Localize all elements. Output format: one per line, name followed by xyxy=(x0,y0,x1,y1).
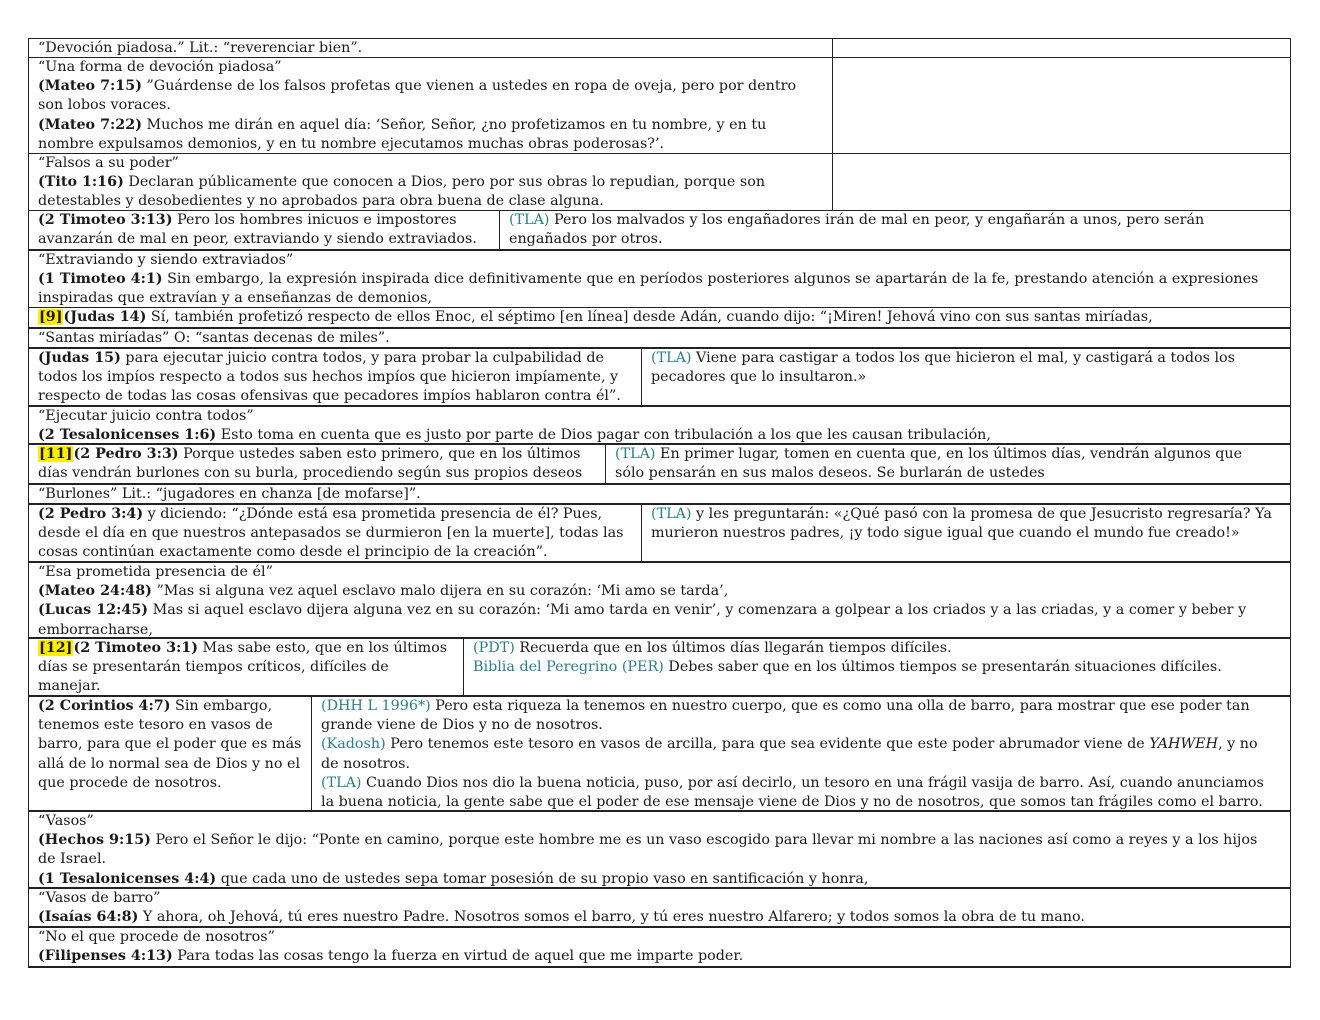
section-heading: “No el que procede de nosotros” xyxy=(38,929,275,945)
table-cell xyxy=(29,505,641,561)
verse-text: ”Mas si alguna vez aquel esclavo malo dijera en su corazón: ‘Mi amo se tarda’, xyxy=(151,583,729,600)
cell-text: “Burlones” Lit.: “jugadores en chanza [de mofarse]”. xyxy=(38,486,421,502)
verse-text: Para todas las cosas tengo la fuerza en virtud de aquel que me imparte poder. xyxy=(172,948,744,965)
verse-reference: (Judas 15) xyxy=(38,350,121,366)
cell-text: “Devoción piadosa.” Lit.: “reverenciar bien”. xyxy=(38,40,363,56)
table-row xyxy=(28,485,1291,505)
cell-text: “Santas miríadas” O: “santas decenas de miles”. xyxy=(38,330,390,346)
version-label: (Kadosh) xyxy=(321,736,386,753)
version-label: (TLA) xyxy=(321,774,362,791)
table-cell xyxy=(29,349,641,405)
verse-text: Declaran públicamente que conocen a Dios, pero por sus obras lo repudian, porque son xyxy=(123,174,766,191)
verse-text: avanzarán de mal en peor, extraviando y siendo extraviados. xyxy=(38,231,477,248)
version-label: (TLA) xyxy=(651,506,692,522)
verse-reference: (1 Tesalonicenses 4:4) xyxy=(38,870,217,887)
verse-text: Esto toma en cuenta que es justo por parte de Dios pagar con tribulación a los que les causan tribulación, xyxy=(216,427,991,443)
table-cell xyxy=(29,445,605,483)
verse-text: murieron nuestros padres, ¡y todo sigue igual que cuando el mundo fue creado!» xyxy=(651,525,1240,542)
table-row xyxy=(28,505,1291,563)
verse-reference: (Mateo 7:22) xyxy=(38,116,142,133)
table-row xyxy=(28,445,1291,485)
table-cell xyxy=(463,639,1290,695)
section-heading: “Vasos” xyxy=(38,813,94,829)
version-label: (DHH L 1996*) xyxy=(321,698,431,714)
verse-text: Viene para castigar a todos los que hicieron el mal, y castigará a todos los xyxy=(691,350,1235,366)
verse-text: y diciendo: “¿Dónde está esa prometida presencia de él? Pues, xyxy=(143,506,603,522)
table-row xyxy=(28,697,1291,812)
table-row xyxy=(28,928,1291,968)
table-row xyxy=(28,211,1291,251)
verse-text: Sí, también profetizó respecto de ellos Enoc, el séptimo [en línea] desde Adán, cuando dijo: “¡Miren! Jehová vino con sus santas miríadas, xyxy=(146,309,1153,325)
table-row xyxy=(28,38,1291,58)
table-cell xyxy=(29,485,1290,503)
table-cell-empty xyxy=(832,154,1290,210)
version-label: Biblia del Peregrino (PER) xyxy=(473,659,664,676)
footnote-marker: [12] xyxy=(39,640,73,656)
verse-text: Mas sabe esto, que en los últimos xyxy=(198,640,448,656)
verse-text: respecto de todas las cosas ofensivas que pecadores impíos hablaron contra él”. xyxy=(38,388,621,405)
table-cell xyxy=(29,639,463,695)
verse-text: sólo pensarán en sus malos deseos. Se burlarán de ustedes xyxy=(615,465,1045,482)
table-cell-empty xyxy=(832,39,1290,57)
table-cell xyxy=(29,928,1290,966)
section-heading: “Falsos a su poder” xyxy=(38,155,179,171)
table-cell-empty xyxy=(832,58,1290,153)
version-label: (TLA) xyxy=(509,212,550,228)
section-heading: “Una forma de devoción piadosa” xyxy=(38,59,282,75)
verse-text: Pero el Señor le dijo: “Ponte en camino, porque este hombre me es un vaso escogido para llevar mi nombre a las naciones así como a reyes y a los hijos xyxy=(150,832,1258,849)
footnote-marker: [11] xyxy=(39,446,73,462)
verse-text: nombre expulsamos demonios, y en tu nombre ejecutamos muchas obras poderosas?’. xyxy=(38,135,665,152)
verse-text: que cada uno de ustedes sepa tomar posesión de su propio vaso en santificación y honra, xyxy=(216,870,869,887)
verse-text: Pero los malvados y los engañadores irán de mal en peor, y engañarán a unos, pero serán xyxy=(549,212,1205,228)
table-row xyxy=(28,889,1291,928)
table-cell xyxy=(29,308,1290,327)
verse-reference: (Mateo 7:15) xyxy=(38,78,142,95)
section-heading: “Esa prometida presencia de él” xyxy=(38,564,273,580)
verse-text: Porque ustedes saben esto primero, que en los últimos xyxy=(178,446,581,462)
table-cell xyxy=(641,349,1290,405)
verse-reference: (Hechos 9:15) xyxy=(38,832,151,849)
table-row xyxy=(28,407,1291,445)
verse-text: pecadores que lo insultaron.» xyxy=(651,369,867,386)
table-row xyxy=(28,812,1291,889)
verse-text: grande viene de Dios y no de nosotros. xyxy=(321,717,603,734)
verse-text: , y no xyxy=(1218,736,1258,753)
table-cell xyxy=(29,812,1290,887)
version-label: (TLA) xyxy=(651,350,692,366)
table-cell xyxy=(29,889,1290,926)
verse-text: que procede de nosotros. xyxy=(38,774,222,791)
verse-reference: (2 Timoteo 3:13) xyxy=(38,212,173,228)
divine-name: YAHWEH xyxy=(1149,736,1219,753)
table-row xyxy=(28,639,1291,697)
table-cell xyxy=(29,329,1290,347)
verse-text: Recuerda que en los últimos días llegarán tiempos difíciles. xyxy=(514,640,952,656)
verse-text: días vendrán burlones con su burla, procediendo según sus propios deseos xyxy=(38,465,583,482)
verse-text: Cuando Dios nos dio la buena noticia, puso, por así decirlo, un tesoro en una frágil vasija de barro. Así, cuando anunciamos xyxy=(361,774,1264,791)
verse-reference: (Isaías 64:8) xyxy=(38,909,139,926)
verse-reference: (2 Corintios 4:7) xyxy=(38,698,171,714)
verse-text: allá de lo normal sea de Dios y no el xyxy=(38,755,301,772)
verse-reference: (Tito 1:16) xyxy=(38,174,124,191)
section-heading: “Vasos de barro” xyxy=(38,890,161,906)
verse-text: Mas si aquel esclavo dijera alguna vez en su corazón: ‘Mi amo tarda en venir’, y comenzara a golpear a los criados y a las criadas, y a comer y beber y xyxy=(148,602,1247,619)
table-cell xyxy=(29,407,1290,443)
table-cell xyxy=(29,697,311,810)
table-row xyxy=(28,329,1291,349)
verse-reference: (1 Timoteo 4:1) xyxy=(38,271,163,288)
verse-text: Pero los hombres inicuos e impostores xyxy=(172,212,457,228)
verse-text: Sin embargo, xyxy=(170,698,272,714)
table-cell xyxy=(311,697,1290,810)
verse-text: barro, para que el poder que es más xyxy=(38,736,302,753)
verse-reference: (2 Pedro 3:4) xyxy=(38,506,144,522)
footnote-marker: [9] xyxy=(39,309,63,325)
table-cell xyxy=(641,505,1290,561)
table-row xyxy=(28,154,1291,211)
verse-text: detestables y desobedientes y no aprobados para obra buena de clase alguna. xyxy=(38,193,604,210)
verse-text: cosas continúan exactamente como desde el principio de la creación”. xyxy=(38,544,548,561)
table-cell xyxy=(499,211,1290,249)
section-heading: “Extraviando y siendo extraviados” xyxy=(38,252,294,268)
verse-text: manejar. xyxy=(38,678,101,695)
verse-text: de Israel. xyxy=(38,851,107,868)
verse-text: Muchos me dirán en aquel día: ‘Señor, Señor, ¿no profetizamos en tu nombre, y en tu xyxy=(141,116,767,133)
verse-text: para ejecutar juicio contra todos, y para probar la culpabilidad de xyxy=(120,350,604,366)
table-cell xyxy=(29,251,1290,307)
verse-reference: (2 Pedro 3:3) xyxy=(73,446,179,462)
verse-text: desde el día en que nuestros antepasados se durmieron [en la muerte], todas las xyxy=(38,525,624,542)
table-cell xyxy=(29,563,1290,637)
verse-text: engañados por otros. xyxy=(509,231,663,248)
section-heading: “Ejecutar juicio contra todos” xyxy=(38,408,254,424)
verse-text: Sin embargo, la expresión inspirada dice definitivamente que en períodos posteriores algunos se apartarán de la fe, prestando atención a expresiones xyxy=(162,271,1259,288)
verse-text: y les preguntarán: «¿Qué pasó con la promesa de que Jesucristo regresaría? Ya xyxy=(691,506,1272,522)
verse-reference: (Lucas 12:45) xyxy=(38,602,149,619)
verse-text: inspiradas que extravían y a enseñanzas de demonios, xyxy=(38,290,432,307)
verse-text: Y ahora, oh Jehová, tú eres nuestro Padre. Nosotros somos el barro, y tú eres nuestro Alfarero; y todos somos la obra de tu mano. xyxy=(138,909,1085,926)
table-cell xyxy=(605,445,1290,483)
verse-reference: (Judas 14) xyxy=(63,309,147,325)
version-label: (TLA) xyxy=(615,446,656,462)
verse-text: Debes saber que en los últimos tiempos se presentarán situaciones difíciles. xyxy=(663,659,1222,676)
verse-text: todos los impíos respecto a todos sus hechos impíos que hicieron impíamente, y xyxy=(38,369,619,386)
verse-text: son lobos voraces. xyxy=(38,97,171,114)
table-row xyxy=(28,563,1291,639)
verse-text: tenemos este tesoro en vasos de xyxy=(38,717,273,734)
verse-text: ”Guárdense de los falsos profetas que vienen a ustedes en ropa de oveja, pero por dentro xyxy=(141,78,797,95)
table-cell xyxy=(29,39,832,57)
verse-text: Pero tenemos este tesoro en vasos de arcilla, para que sea evidente que este poder abrumador viene de xyxy=(385,736,1150,753)
table-cell xyxy=(29,154,832,210)
verse-text: de nosotros. xyxy=(321,755,410,772)
verse-reference: (2 Tesalonicenses 1:6) xyxy=(38,427,217,443)
table-row xyxy=(28,251,1291,308)
verse-text: Pero esta riqueza la tenemos en nuestro cuerpo, que es como una olla de barro, para mostrar que ese poder tan xyxy=(430,698,1250,714)
verse-reference: (Filipenses 4:13) xyxy=(38,948,173,965)
verse-text: emborracharse, xyxy=(38,621,153,637)
verse-text: días se presentarán tiempos críticos, difíciles de xyxy=(38,659,389,676)
version-label: (PDT) xyxy=(473,640,515,656)
table-cell xyxy=(29,58,832,153)
notes-table xyxy=(28,38,1291,968)
table-row xyxy=(28,308,1291,329)
table-row xyxy=(28,58,1291,154)
verse-text: En primer lugar, tomen en cuenta que, en los últimos días, vendrán algunos que xyxy=(655,446,1243,462)
verse-reference: (2 Timoteo 3:1) xyxy=(73,640,199,656)
table-row xyxy=(28,349,1291,407)
verse-reference: (Mateo 24:48) xyxy=(38,583,152,600)
table-cell xyxy=(29,211,499,249)
verse-text: la buena noticia, la gente sabe que el poder de ese mensaje viene de Dios y no de nosotros, que somos tan frágiles como el barro. xyxy=(321,794,1263,810)
